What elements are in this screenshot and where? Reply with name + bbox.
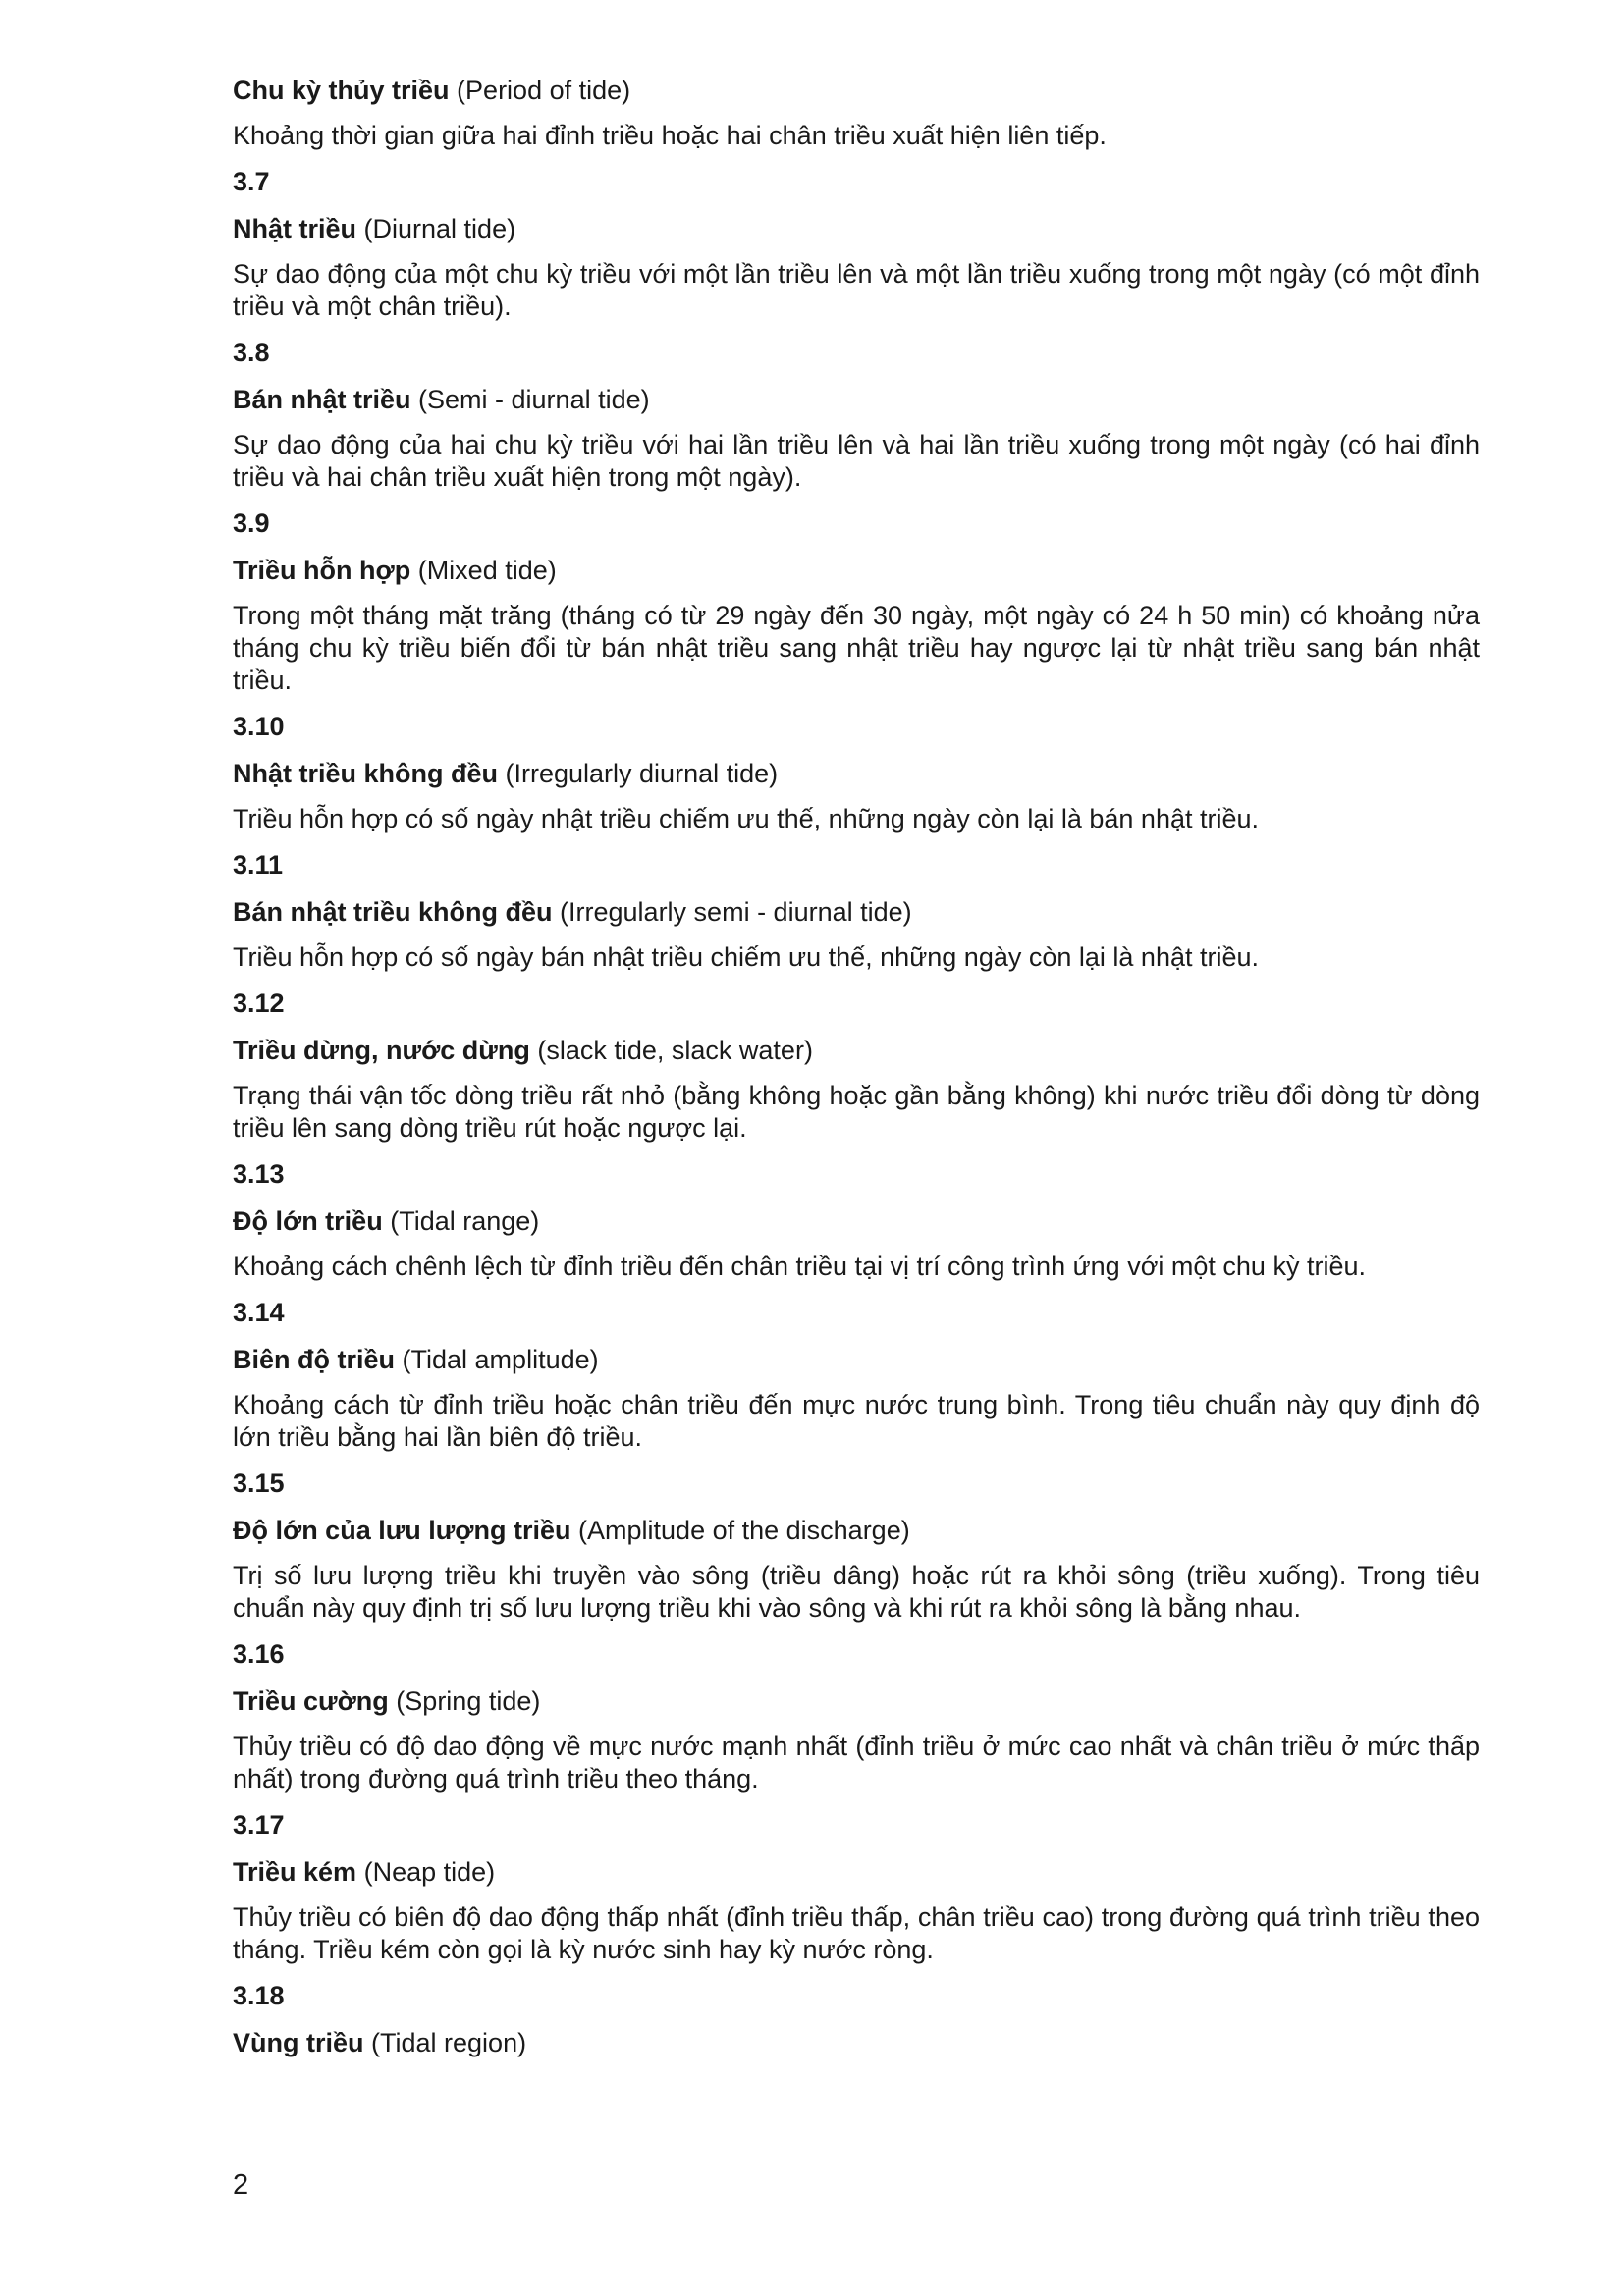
- entry-number: 3.16: [233, 1639, 285, 1669]
- term-english: (Semi - diurnal tide): [418, 385, 650, 414]
- entry-term: [233, 1683, 1480, 1719]
- term-name: Triều kém: [233, 1857, 357, 1887]
- entry-term: [233, 1854, 1480, 1890]
- entry-definition: Thủy triều có biên độ dao động thấp nhất (đỉnh triều thấp, chân triều cao) trong đường quá trình triều theo tháng. Triều kém còn gọi là kỳ nước sinh hay kỳ nước ròng.: [233, 1902, 1480, 1964]
- term-name: Chu kỳ thủy triều: [233, 76, 450, 105]
- term-english: (Period of tide): [457, 76, 631, 105]
- term-english: (Mixed tide): [417, 556, 557, 585]
- entry-term: [233, 211, 1480, 246]
- entry-number: 3.10: [233, 712, 285, 741]
- entry-definition: Trị số lưu lượng triều khi truyền vào sông (triều dâng) hoặc rút ra khỏi sông (triều xuống). Trong tiêu chuẩn này quy định trị số lưu lượng triều khi vào sông và khi rút ra khỏi sông là bằng nhau.: [233, 1561, 1480, 1623]
- entry-definition: Triều hỗn hợp có số ngày nhật triều chiếm ưu thế, những ngày còn lại là bán nhật triều.: [233, 804, 1259, 833]
- term-english: (Irregularly semi - diurnal tide): [560, 897, 912, 927]
- entry-definition: Khoảng cách chênh lệch từ đỉnh triều đến chân triều tại vị trí công trình ứng với một chu kỳ triều.: [233, 1252, 1366, 1281]
- term-name: Nhật triều: [233, 214, 357, 243]
- page-number: 2: [233, 2169, 249, 2201]
- entry-definition: Sự dao động của hai chu kỳ triều với hai lần triều lên và hai lần triều xuống trong một ngày (có hai đỉnh triều và hai chân triều xuất hiện trong một ngày).: [233, 430, 1480, 492]
- term-english: (Irregularly diurnal tide): [505, 759, 779, 788]
- entry-number: 3.8: [233, 338, 270, 367]
- term-name: Triều dừng, nước dừng: [233, 1036, 530, 1065]
- term-name: Triều cường: [233, 1686, 389, 1716]
- entry-definition: Khoảng thời gian giữa hai đỉnh triều hoặc hai chân triều xuất hiện liên tiếp.: [233, 121, 1107, 150]
- term-english: (Tidal range): [390, 1206, 540, 1236]
- term-english: (Neap tide): [363, 1857, 496, 1887]
- entry-number: 3.13: [233, 1159, 285, 1189]
- term-english: (Tidal amplitude): [402, 1345, 599, 1374]
- entry-number: 3.9: [233, 508, 270, 538]
- term-name: Bán nhật triều không đều: [233, 897, 553, 927]
- term-name: Nhật triều không đều: [233, 759, 498, 788]
- entry-term: [233, 1342, 1480, 1377]
- entry-number: 3.17: [233, 1810, 285, 1840]
- entry-definition: Triều hỗn hợp có số ngày bán nhật triều chiếm ưu thế, những ngày còn lại là nhật triều.: [233, 942, 1259, 972]
- entry-definition: Trạng thái vận tốc dòng triều rất nhỏ (bằng không hoặc gần bằng không) khi nước triều đổi dòng từ dòng triều lên sang dòng triều rút hoặc ngược lại.: [233, 1081, 1480, 1143]
- term-name: Bán nhật triều: [233, 385, 411, 414]
- entry-definition: Trong một tháng mặt trăng (tháng có từ 29 ngày đến 30 ngày, một ngày có 24 h 50 min) có khoảng nửa tháng chu kỳ triều biến đổi từ bán nhật triều sang nhật triều hay ngược lại từ nhật triều sang bán nhật triều.: [233, 601, 1480, 695]
- entry-term: [233, 2025, 1480, 2060]
- term-name: Độ lớn triều: [233, 1206, 383, 1236]
- term-english: (Spring tide): [396, 1686, 541, 1716]
- term-english: (Diurnal tide): [363, 214, 516, 243]
- entry-term: [233, 1513, 1480, 1548]
- entry-definition: Sự dao động của một chu kỳ triều với một lần triều lên và một lần triều xuống trong một ngày (có một đỉnh triều và một chân triều).: [233, 259, 1480, 321]
- term-english: (Amplitude of the discharge): [578, 1516, 910, 1545]
- term-name: Độ lớn của lưu lượng triều: [233, 1516, 571, 1545]
- entry-number: 3.14: [233, 1298, 285, 1327]
- entry-number: 3.18: [233, 1981, 285, 2010]
- entry-term: [233, 1203, 1480, 1239]
- entry-term: [233, 553, 1480, 588]
- term-name: Triều hỗn hợp: [233, 556, 411, 585]
- term-english: (Tidal region): [371, 2028, 527, 2057]
- entry-term: [233, 756, 1480, 791]
- term-name: Biên độ triều: [233, 1345, 396, 1374]
- entry-term: [233, 1033, 1480, 1068]
- document-body: [233, 73, 1480, 2072]
- entry-number: 3.12: [233, 988, 285, 1018]
- entry-term: [233, 73, 1480, 108]
- entry-number: 3.7: [233, 167, 270, 196]
- term-name: Vùng triều: [233, 2028, 364, 2057]
- entry-term: [233, 382, 1480, 417]
- entry-definition: Thủy triều có độ dao động về mực nước mạnh nhất (đỉnh triều ở mức cao nhất và chân triều ở mức thấp nhất) trong đường quá trình triều theo tháng.: [233, 1732, 1480, 1793]
- entry-term: [233, 894, 1480, 930]
- term-english: (slack tide, slack water): [537, 1036, 813, 1065]
- entry-number: 3.11: [233, 850, 284, 880]
- entry-number: 3.15: [233, 1468, 285, 1498]
- entry-definition: Khoảng cách từ đỉnh triều hoặc chân triều đến mực nước trung bình. Trong tiêu chuẩn này quy định độ lớn triều bằng hai lần biên độ triều.: [233, 1390, 1480, 1452]
